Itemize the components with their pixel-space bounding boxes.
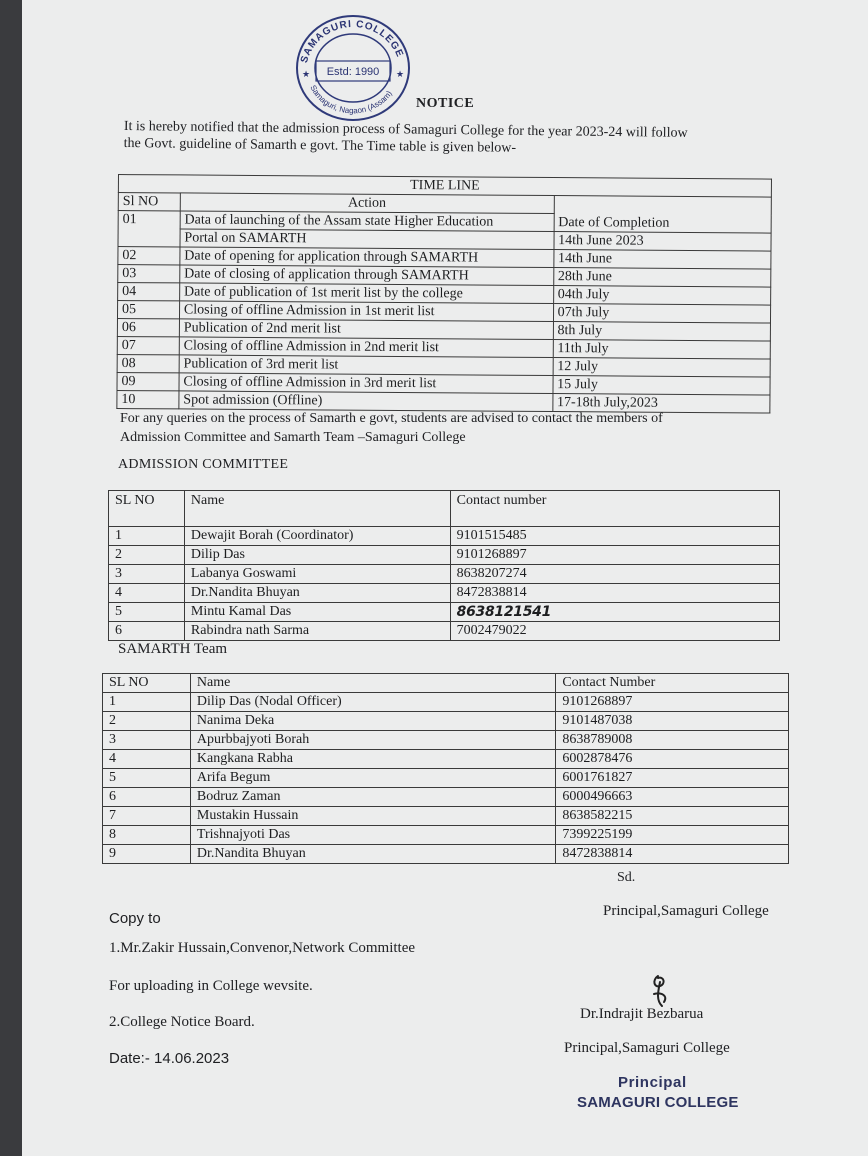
timeline-cell-date: 15 July bbox=[553, 376, 771, 396]
samarth-cell-name: Nanima Deka bbox=[190, 712, 555, 731]
admission-cell-contact: 8638207274 bbox=[450, 565, 779, 584]
admission-cell-name: Dewajit Borah (Coordinator) bbox=[184, 527, 450, 546]
samarth-cell-sl: 9 bbox=[103, 845, 191, 864]
samarth-cell-sl: 5 bbox=[103, 769, 191, 788]
samarth-cell-contact: 7399225199 bbox=[556, 826, 789, 845]
samarth-cell-contact: 8472838814 bbox=[556, 845, 789, 864]
sd-mark: Sd. bbox=[617, 870, 636, 885]
admission-cell-contact: 9101515485 bbox=[450, 527, 779, 546]
notice-date: Date:- 14.06.2023 bbox=[109, 1050, 230, 1067]
table-row bbox=[103, 693, 789, 712]
svg-text:Estd: 1990: Estd: 1990 bbox=[326, 66, 380, 78]
admission-cell-name: Rabindra nath Sarma bbox=[184, 622, 450, 641]
table-row bbox=[109, 546, 780, 565]
samarth-cell-contact: 6000496663 bbox=[556, 788, 789, 807]
admission-cell-name: Labanya Goswami bbox=[184, 565, 450, 584]
timeline-cell-sl: 06 bbox=[117, 318, 179, 336]
svg-text:★: ★ bbox=[302, 70, 311, 80]
copy-recipient-2: 2.College Notice Board. bbox=[109, 1014, 255, 1030]
samarth-cell-contact: 6002878476 bbox=[556, 750, 789, 769]
table-row bbox=[109, 603, 780, 622]
timeline-cell-action: Closing of offline Admission in 1st merit list bbox=[179, 301, 553, 322]
timeline-cell-sl: 10 bbox=[117, 390, 179, 408]
queries-line-2: Admission Committee and Samarth Team –Samaguri College bbox=[120, 430, 466, 445]
queries-line-1: For any queries on the process of Samarth e govt, students are advised to contact the members of bbox=[120, 411, 663, 426]
samarth-team-table bbox=[102, 673, 789, 864]
timeline-cell-date: 07th July bbox=[553, 304, 771, 324]
admission-cell-name: Mintu Kamal Das bbox=[184, 603, 450, 622]
timeline-cell-sl: 08 bbox=[117, 354, 179, 372]
stamp-college: SAMAGURI COLLEGE bbox=[577, 1094, 739, 1111]
samarth-cell-name: Kangkana Rabha bbox=[190, 750, 555, 769]
timeline-header-sl: Sl NO bbox=[118, 193, 180, 211]
intro-line-1: It is hereby notified that the admission process of Samaguri College for the year 2023-24 will follow bbox=[123, 118, 688, 141]
timeline-cell-date: 14th June bbox=[553, 250, 771, 270]
table-row bbox=[109, 622, 780, 641]
copy-recipient-1: 1.Mr.Zakir Hussain,Convenor,Network Committee bbox=[109, 940, 416, 956]
admission-cell-contact: 9101268897 bbox=[450, 546, 779, 565]
admission-cell-contact-handwritten: 8638121541 bbox=[450, 603, 779, 622]
timeline-cell-sl: 04 bbox=[118, 283, 180, 301]
samarth-cell-name: Bodruz Zaman bbox=[190, 788, 555, 807]
samarth-cell-name: Dilip Das (Nodal Officer) bbox=[190, 693, 555, 712]
timeline-cell-date: 12 July bbox=[553, 358, 771, 378]
table-row bbox=[109, 565, 780, 584]
admission-committee-table bbox=[108, 490, 780, 641]
timeline-cell-action: Spot admission (Offline) bbox=[179, 391, 553, 412]
timeline-cell-date: 17-18th July,2023 bbox=[552, 394, 770, 414]
svg-text:★: ★ bbox=[396, 70, 405, 80]
table-row bbox=[103, 826, 789, 845]
timeline-cell-action: Date of closing of application through SAMARTH bbox=[180, 265, 554, 286]
admission-committee-title: ADMISSION COMMITTEE bbox=[118, 457, 289, 472]
timeline-cell-sl: 09 bbox=[117, 372, 179, 390]
samarth-cell-sl: 6 bbox=[103, 788, 191, 807]
principal-designation: Principal,Samaguri College bbox=[564, 1040, 730, 1056]
samarth-team-title: SAMARTH Team bbox=[118, 641, 228, 657]
timeline-cell-date: 11th July bbox=[553, 340, 771, 360]
samarth-cell-sl: 3 bbox=[103, 731, 191, 750]
samarth-header-sl: SL NO bbox=[103, 674, 191, 693]
samarth-cell-name: Trishnajyoti Das bbox=[190, 826, 555, 845]
timeline-table bbox=[116, 174, 772, 414]
samarth-cell-sl: 1 bbox=[103, 693, 191, 712]
copy-recipient-1-note: For uploading in College wevsite. bbox=[109, 978, 313, 994]
admission-cell-contact: 8472838814 bbox=[450, 584, 779, 603]
samarth-header-name: Name bbox=[190, 674, 555, 693]
samarth-header-contact: Contact Number bbox=[556, 674, 789, 693]
samarth-cell-contact: 6001761827 bbox=[556, 769, 789, 788]
admission-cell-sl: 5 bbox=[109, 603, 185, 622]
samarth-cell-name: Arifa Begum bbox=[190, 769, 555, 788]
admission-header-name: Name bbox=[184, 491, 450, 527]
samarth-cell-name: Mustakin Hussain bbox=[190, 807, 555, 826]
admission-cell-sl: 3 bbox=[109, 565, 185, 584]
timeline-cell-sl: 05 bbox=[117, 301, 179, 319]
admission-cell-sl: 2 bbox=[109, 546, 185, 565]
table-row bbox=[103, 712, 789, 731]
table-row bbox=[109, 527, 780, 546]
timeline-cell-action: Closing of offline Admission in 3rd merit list bbox=[179, 373, 553, 394]
samarth-header-row bbox=[103, 674, 789, 693]
queries-paragraph bbox=[120, 409, 760, 447]
admission-cell-name: Dilip Das bbox=[184, 546, 450, 565]
table-row bbox=[103, 769, 789, 788]
admission-cell-contact: 7002479022 bbox=[450, 622, 779, 641]
samarth-cell-sl: 2 bbox=[103, 712, 191, 731]
table-row bbox=[103, 845, 789, 864]
admission-header-sl: SL NO bbox=[109, 491, 185, 527]
samarth-cell-contact: 9101487038 bbox=[556, 712, 789, 731]
admission-cell-name: Dr.Nandita Bhuyan bbox=[184, 584, 450, 603]
admission-cell-sl: 4 bbox=[109, 584, 185, 603]
stamp-principal: Principal bbox=[618, 1074, 687, 1091]
timeline-cell-sl: 07 bbox=[117, 336, 179, 354]
table-row bbox=[109, 584, 780, 603]
timeline-cell-sl: 01 bbox=[118, 211, 180, 247]
timeline-header-date: Date of Completion bbox=[554, 196, 772, 234]
samarth-cell-contact: 9101268897 bbox=[556, 693, 789, 712]
timeline-cell-date: 04th July bbox=[553, 286, 771, 306]
timeline-cell-action: Publication of 3rd merit list bbox=[179, 355, 553, 376]
timeline-cell-date: 14th June 2023 bbox=[554, 232, 772, 252]
samarth-cell-sl: 4 bbox=[103, 750, 191, 769]
timeline-title: TIME LINE bbox=[118, 175, 771, 198]
college-seal-icon bbox=[292, 10, 414, 122]
timeline-cell-action: Date of opening for application through SAMARTH bbox=[180, 247, 554, 268]
table-row bbox=[103, 788, 789, 807]
samarth-cell-contact: 8638789008 bbox=[556, 731, 789, 750]
admission-cell-sl: 1 bbox=[109, 527, 185, 546]
samarth-cell-name: Apurbbajyoti Borah bbox=[190, 731, 555, 750]
admission-header-row bbox=[109, 491, 780, 527]
admission-header-contact: Contact number bbox=[450, 491, 779, 527]
timeline-cell-sl: 02 bbox=[118, 247, 180, 265]
notice-title: NOTICE bbox=[416, 96, 475, 111]
timeline-cell-action: Publication of 2nd merit list bbox=[179, 319, 553, 340]
principal-name: Dr.Indrajit Bezbarua bbox=[580, 1006, 704, 1022]
timeline-cell-date: 8th July bbox=[553, 322, 771, 342]
samarth-cell-contact: 8638582215 bbox=[556, 807, 789, 826]
table-row bbox=[103, 750, 789, 769]
table-row bbox=[103, 807, 789, 826]
table-row bbox=[103, 731, 789, 750]
svg-text:Samaguri, Nagaon (Assam): Samaguri, Nagaon (Assam) bbox=[308, 83, 394, 116]
samarth-cell-sl: 8 bbox=[103, 826, 191, 845]
principal-line-top: Principal,Samaguri College bbox=[603, 903, 769, 919]
copy-to-label: Copy to bbox=[109, 910, 161, 927]
timeline-cell-action: Closing of offline Admission in 2nd merit list bbox=[179, 337, 553, 358]
timeline-cell-action: Portal on SAMARTH bbox=[180, 229, 554, 250]
timeline-cell-date: 28th June bbox=[553, 268, 771, 288]
admission-cell-sl: 6 bbox=[109, 622, 185, 641]
timeline-cell-sl: 03 bbox=[118, 265, 180, 283]
timeline-header-action: Action bbox=[180, 193, 554, 214]
samarth-cell-name: Dr.Nandita Bhuyan bbox=[190, 845, 555, 864]
intro-line-2: the Govt. guideline of Samarth e govt. The Time table is given below- bbox=[123, 135, 517, 156]
svg-text:SAMAGURI COLLEGE: SAMAGURI COLLEGE bbox=[299, 18, 406, 65]
timeline-cell-action: Data of launching of the Assam state Higher Education bbox=[180, 211, 554, 232]
timeline-cell-action: Date of publication of 1st merit list by the college bbox=[180, 283, 554, 304]
samarth-cell-sl: 7 bbox=[103, 807, 191, 826]
